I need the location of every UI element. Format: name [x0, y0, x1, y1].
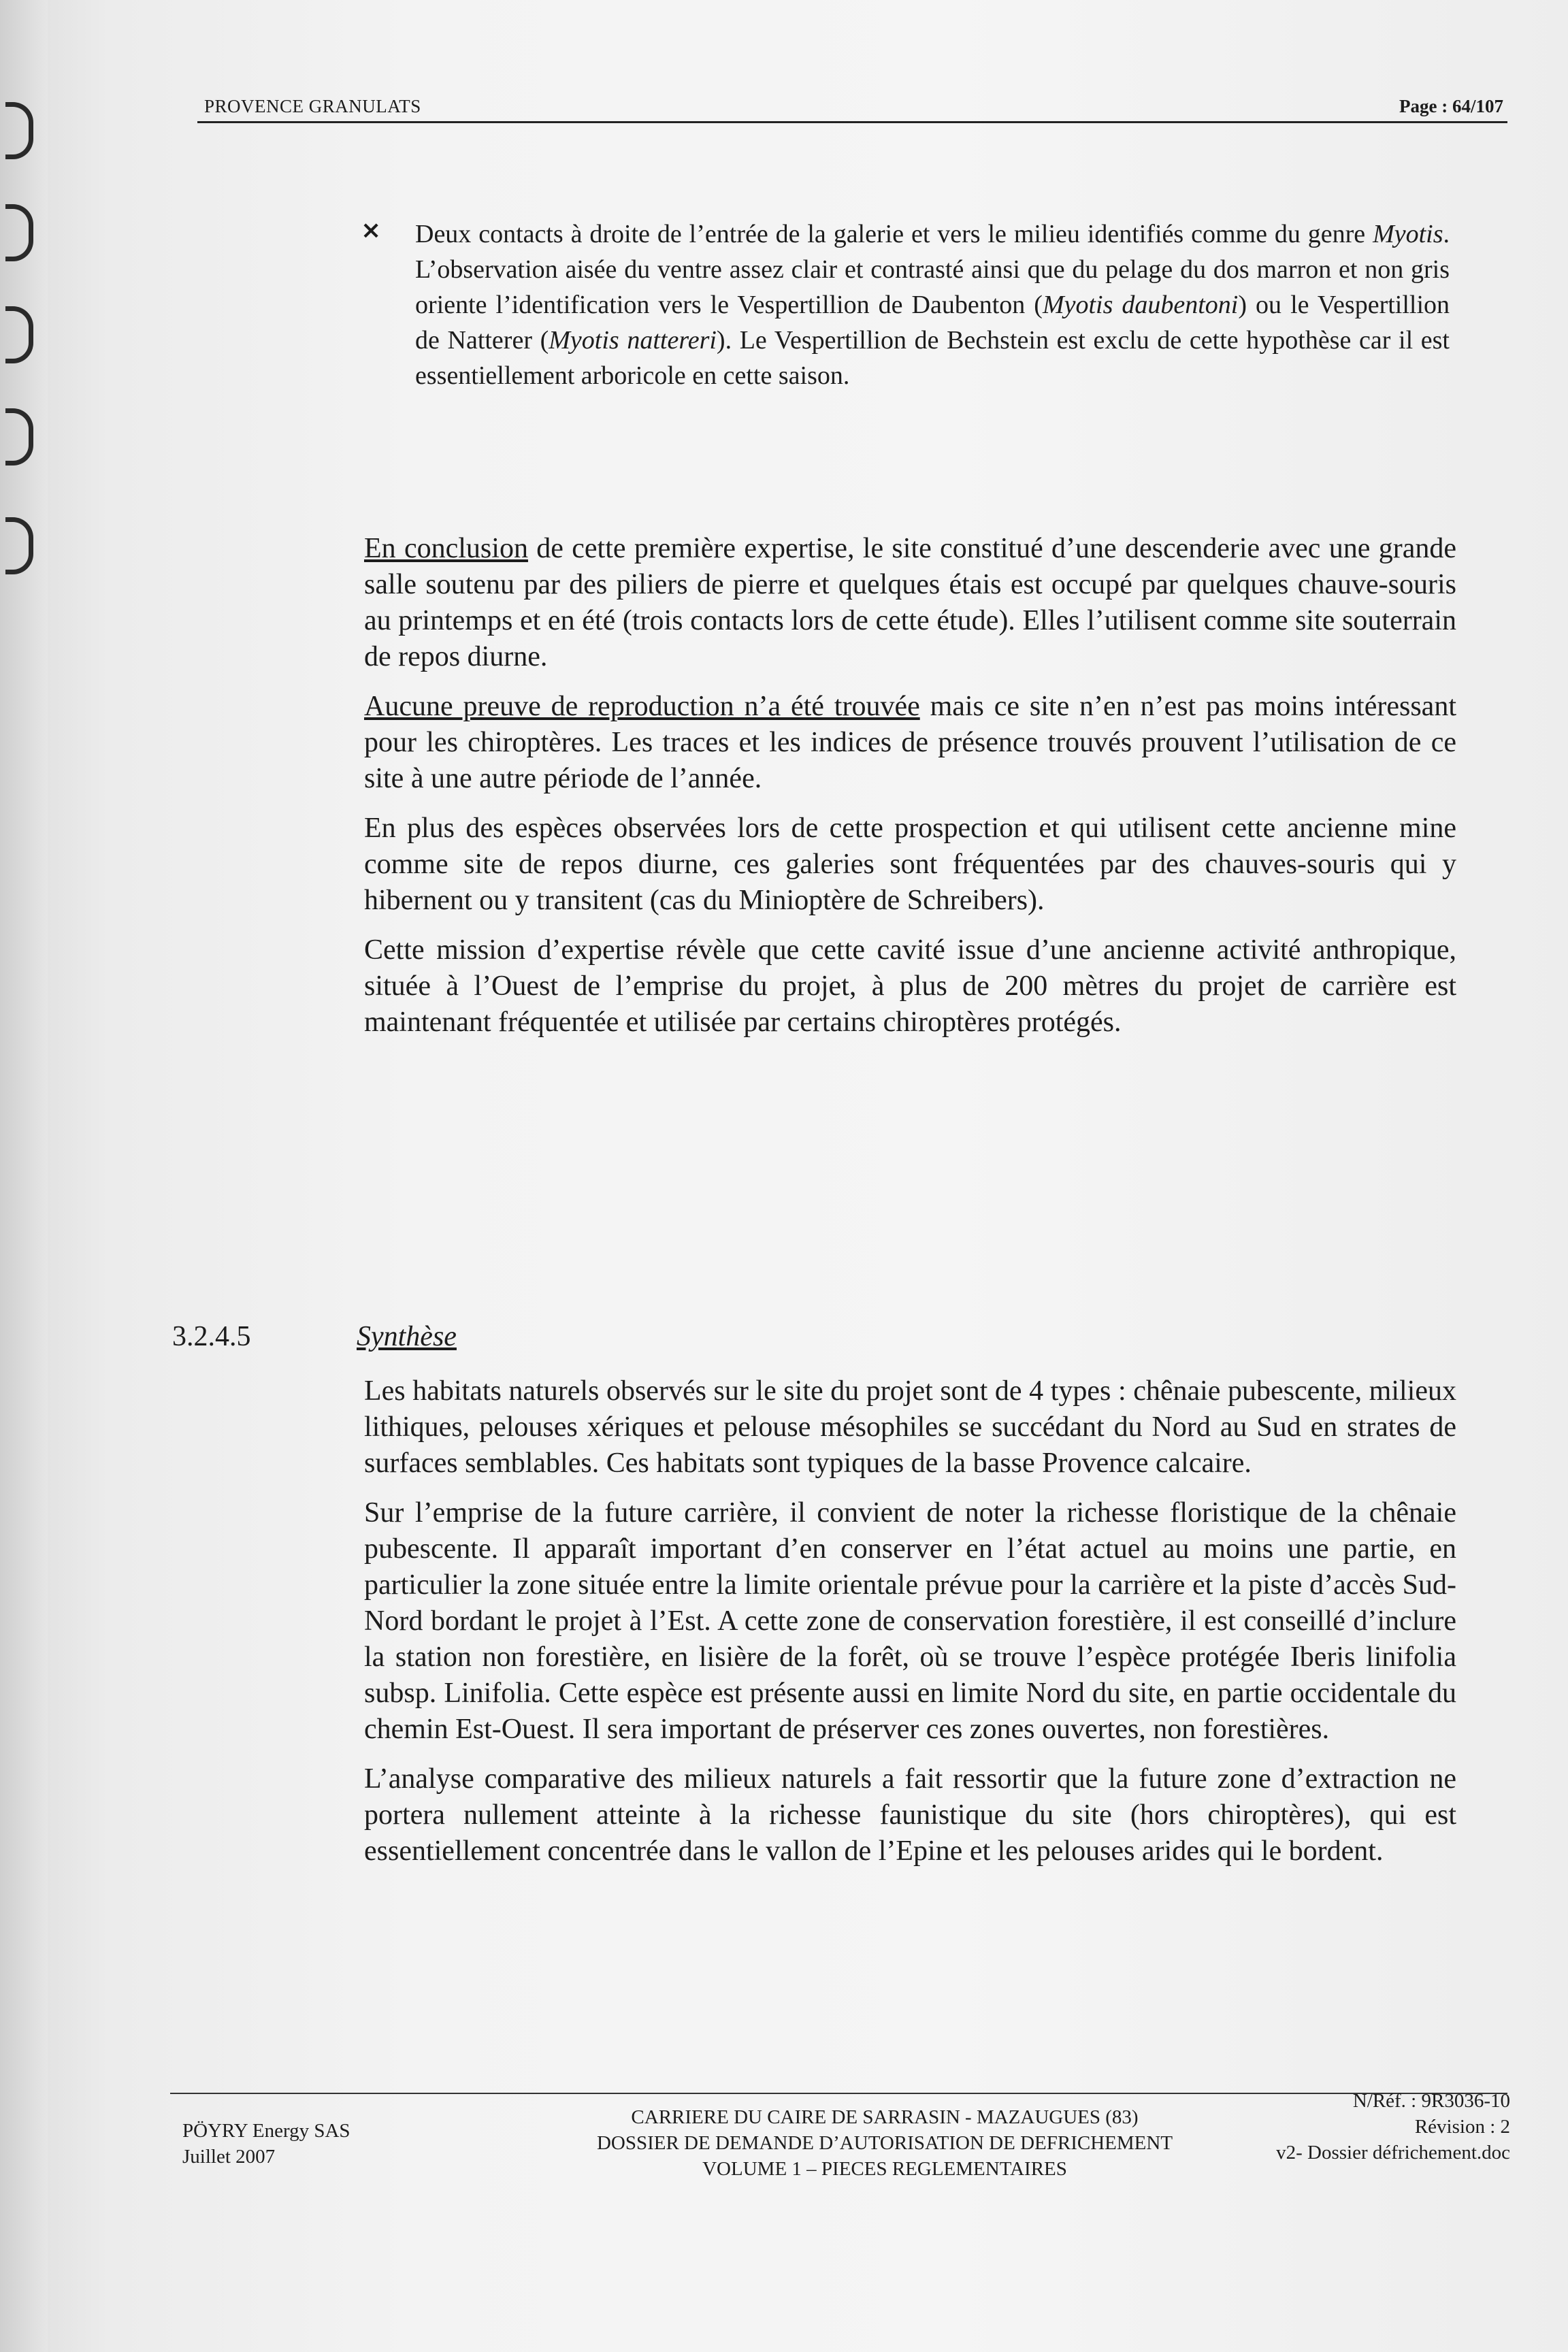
footer-volume: VOLUME 1 – PIECES REGLEMENTAIRES	[702, 2158, 1067, 2180]
footer-reference: N/Réf. : 9R3036-10	[1352, 2090, 1510, 2112]
header-company: PROVENCE GRANULATS	[204, 96, 421, 116]
binding-ring	[5, 306, 33, 363]
footer-dossier: DOSSIER DE DEMANDE D’AUTORISATION DE DEFRICHEMENT	[596, 2132, 1173, 2154]
footer-revision: Révision : 2	[1414, 2116, 1510, 2138]
page-header	[197, 80, 1507, 123]
bullet-item	[361, 216, 1450, 393]
synthese-paragraph-1: Les habitats naturels observés sur le site du projet sont de 4 types : chênaie pubescente, milieux lithiques, pelouses xériques et pelouse mésophiles se succédant du Nord au Sud en strates de surfaces semblables. Ces habitats sont typiques de la basse Provence calcaire.	[364, 1375, 1456, 1479]
footer-center	[476, 2104, 1293, 2182]
conclusion-block	[364, 531, 1456, 1041]
footer-left	[182, 2118, 350, 2170]
bullet-cross-icon: ×	[361, 216, 382, 244]
footer-filename: v2- Dossier défrichement.doc	[1276, 2142, 1510, 2163]
footer-project: CARRIERE DU CAIRE DE SARRASIN - MAZAUGUES (83)	[631, 2106, 1139, 2128]
conclusion-paragraph-2: Aucune preuve de reproduction n’a été trouvée mais ce site n’en n’est pas moins intéressant pour les chiroptères. Les traces et les indices de présence trouvés prouvent l’utilisation de ce site à une autre période de l’année.	[364, 691, 1456, 794]
binding-ring	[5, 102, 33, 159]
bullet-text: Deux contacts à droite de l’entrée de la galerie et vers le milieu identifiés comme du genre Myotis. L’observation aisée du ventre assez clair et contrasté ainsi que du pelage du dos marron et non gris oriente l’identification vers le Vespertillion de Daubenton (Myotis daubentoni) ou le Vespertillion de Natterer (Myotis nattereri). Le Vespertillion de Bechstein est exclu de cette hypothèse car il est essentiellement arboricole en cette saison.	[415, 220, 1450, 390]
footer-date: Juillet 2007	[182, 2146, 276, 2168]
conclusion-paragraph-3: En plus des espèces observées lors de cette prospection et qui utilisent cette ancienne mine comme site de repos diurne, ces galeries sont fréquentées par des chauves-souris qui y hibernent ou y transitent (cas du Minioptère de Schreibers).	[364, 813, 1456, 916]
binding-ring	[5, 517, 33, 574]
conclusion-paragraph-1: En conclusion de cette première expertise, le site constitué d’une descenderie avec une grande salle soutenu par des piliers de pierre et quelques étais est occupé par quelques chauve-souris au printemps et en été (trois contacts lors de cette étude). Elles l’utilisent comme site souterrain de repos diurne.	[364, 533, 1456, 672]
synthese-paragraph-3: L’analyse comparative des milieux naturels a fait ressortir que la future zone d’extraction ne portera nullement atteinte à la richesse faunistique du site (hors chiroptères), qui est essentiellement concentrée dans le vallon de l’Epine et les pelouses arides qui le bordent.	[364, 1763, 1456, 1867]
binding-ring	[5, 408, 33, 466]
conclusion-paragraph-4: Cette mission d’expertise révèle que cette cavité issue d’une ancienne activité anthropique, située à l’Ouest de l’emprise du projet, à plus de 200 mètres du projet de carrière est maintenant fréquentée et utilisée par certains chiroptères protégés.	[364, 934, 1456, 1038]
section-number: 3.2.4.5	[172, 1321, 251, 1352]
binding-edge	[0, 0, 48, 2352]
section-title: Synthèse	[357, 1321, 457, 1352]
binding-ring	[5, 204, 33, 261]
footer-right	[1276, 2088, 1510, 2166]
header-page-number: Page : 64/107	[1399, 96, 1503, 116]
synthese-paragraph-2: Sur l’emprise de la future carrière, il convient de noter la richesse floristique de la chênaie pubescente. Il apparaît important d’en conserver en l’état actuel au moins une partie, en particulier la zone située entre la limite orientale prévue pour la carrière et la piste d’accès Sud-Nord bordant le projet à l’Est. A cette zone de conservation forestière, il est conseillé d’inclure la station non forestière, en lisière de la forêt, où se trouve l’espèce protégée Iberis linifolia subsp. Linifolia. Cette espèce est présente aussi en limite Nord du site, en partie occidentale du chemin Est-Ouest. Il sera important de préserver ces zones ouvertes, non forestières.	[364, 1497, 1456, 1745]
synthese-block	[364, 1373, 1456, 1869]
footer-company: PÖYRY Energy SAS	[182, 2120, 350, 2142]
